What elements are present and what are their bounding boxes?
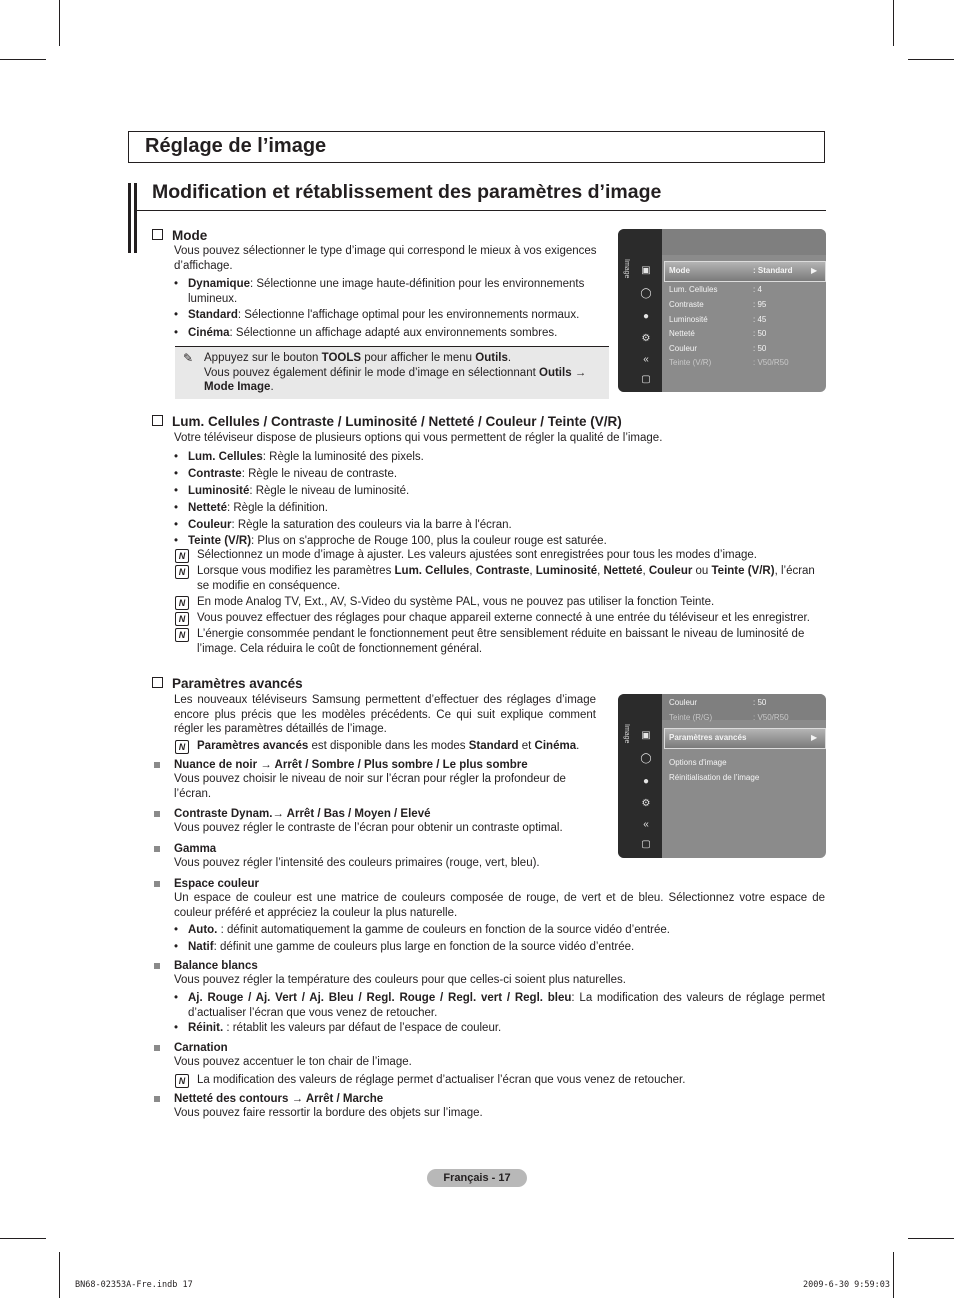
- menu-value: : 50: [753, 344, 767, 353]
- menu-item[interactable]: Contraste: [669, 300, 704, 309]
- note-text: L’énergie consommée pendant le fonctionnement peut être sensiblement réduite en baissant le niveau de luminosité de l’image. Cela réduira le coût de fonctionnement général.: [197, 628, 805, 655]
- note-text: La modification des valeurs de réglage permet d’actualiser l’écran que vous venez de retoucher.: [197, 1074, 686, 1086]
- list-item: • Natif: définit une gamme de couleurs plus large en fonction de la source vidéo d’entrée.: [188, 940, 824, 955]
- note-icon: N: [175, 549, 189, 563]
- checkbox-icon: [152, 677, 163, 688]
- list-item: • Dynamique: Sélectionne une image haute-définition pour les environnements lumineux.: [188, 277, 612, 306]
- mode-intro: Vous pouvez sélectionner le type d’image qui correspond le mieux à vos exigences d’affichage.: [174, 245, 597, 272]
- item-title: Nuance de noir → Arrêt / Sombre / Plus sombre / Le plus sombre: [174, 759, 528, 771]
- item-text: Vous pouvez régler l’intensité des couleurs primaires (rouge, vert, bleu).: [174, 857, 540, 869]
- bullet-square-icon: [154, 811, 160, 817]
- menu-value: : 45: [753, 315, 767, 324]
- menu-topbar: [662, 229, 826, 255]
- item-title: Gamma: [174, 843, 217, 855]
- note-text: Vous pouvez effectuer des réglages pour chaque appareil externe connecté à une entrée du téléviseur et les enregistrer.: [197, 612, 810, 624]
- menu-value: : Standard: [753, 266, 793, 275]
- note-icon: N: [175, 612, 189, 626]
- item-text: Vous pouvez régler la température des couleurs pour que celles-ci soient plus naturelles.: [174, 974, 626, 986]
- menu-item-advanced[interactable]: Paramètres avancés: [669, 733, 747, 742]
- bullet-square-icon: [154, 762, 160, 768]
- note-icon: N: [175, 565, 189, 579]
- picture-icon: ▣: [641, 265, 651, 276]
- crop-mark: [893, 0, 894, 46]
- note-icon: N: [175, 596, 189, 610]
- bullet-square-icon: [154, 1096, 160, 1102]
- menu-item-mode[interactable]: Mode: [669, 266, 690, 275]
- note-text: En mode Analog TV, Ext., AV, S-Video du système PAL, vous ne pouvez pas utiliser la fonction Teinte.: [197, 596, 715, 608]
- lum-intro: Votre téléviseur dispose de plusieurs options qui vous permettent de régler la qualité de l’image.: [174, 432, 663, 444]
- crop-mark: [908, 59, 954, 60]
- tv-menu-screen: [618, 694, 826, 858]
- sound-icon: ◯: [640, 753, 652, 764]
- bullet-square-icon: [154, 846, 160, 852]
- tools-icon: ✎: [183, 351, 194, 365]
- menu-item[interactable]: Netteté: [669, 329, 695, 338]
- support-icon: ▢: [641, 839, 651, 850]
- note-text: Paramètres avancés est disponible dans les modes Standard et Cinéma.: [197, 740, 580, 752]
- mode-heading: Mode: [152, 228, 207, 243]
- bullet-square-icon: [154, 1045, 160, 1051]
- section-title: Modification et rétablissement des paramètres d’image: [152, 181, 662, 203]
- menu-sidebar: [618, 229, 662, 392]
- item-title: Balance blancs: [174, 960, 258, 972]
- menu-value: : 95: [753, 300, 767, 309]
- arrow-right-icon: ▶: [811, 733, 818, 742]
- item-text: Vous pouvez accentuer le ton chair de l’image.: [174, 1056, 412, 1068]
- list-item: • Luminosité: Règle le niveau de luminosité.: [188, 484, 818, 499]
- note-icon: N: [175, 628, 189, 642]
- setup-icon: ⚙: [641, 333, 651, 344]
- menu-item[interactable]: Réinitialisation de l’image: [669, 773, 760, 782]
- file-info: BN68-02353A-Fre.indb 17: [75, 1280, 193, 1290]
- item-title: Carnation: [174, 1042, 228, 1054]
- menu-sidebar: [618, 694, 662, 858]
- checkbox-icon: [152, 415, 163, 426]
- menu-item[interactable]: Lum. Cellules: [669, 285, 718, 294]
- list-item: • Cinéma: Sélectionne un affichage adapté aux environnements sombres.: [188, 326, 612, 341]
- list-item: • Netteté: Règle la définition.: [188, 501, 818, 516]
- tv-menu-screen: [618, 229, 826, 392]
- menu-item[interactable]: Teinte (R/G): [669, 713, 713, 722]
- advanced-intro: Les nouveaux téléviseurs Samsung permettent d’effectuer des réglages d’image encore plus précis que les modèles précédents. Ce qui suit explique comment régler les paramètres détaillés de l’image.: [174, 694, 596, 735]
- subtitle-bar: [128, 183, 131, 253]
- list-item: • Aj. Rouge / Aj. Vert / Aj. Bleu / Regl. Rouge / Regl. vert / Regl. bleu: La modification des valeurs de réglage permet d’actualiser l’écran que vous venez de retoucher.: [188, 991, 825, 1020]
- menu-value: : 4: [753, 285, 762, 294]
- channel-icon: ●: [642, 776, 650, 787]
- list-item: • Lum. Cellules: Règle la luminosité des pixels.: [188, 450, 818, 465]
- page-title-box: [128, 131, 825, 163]
- picture-icon: ▣: [641, 730, 651, 741]
- item-text: Vous pouvez choisir le niveau de noir sur l’écran pour régler la profondeur de l’écran.: [174, 773, 566, 800]
- sound-icon: ◯: [640, 288, 652, 299]
- menu-item[interactable]: Couleur: [669, 698, 698, 707]
- item-text: Un espace de couleur est une matrice de couleurs composée de rouge, de vert et de bleu. Sélectionnez votre espace de couleur préféré et appréciez la couleur la plus naturelle.: [174, 892, 825, 919]
- menu-item[interactable]: Couleur: [669, 344, 698, 353]
- item-text: Vous pouvez régler le contraste de l’écran pour obtenir un contraste optimal.: [174, 822, 563, 834]
- tools-tip: [175, 346, 609, 399]
- list-item: • Auto. : définit automatiquement la gamme de couleurs en fonction de la source vidéo d’entrée.: [188, 923, 824, 938]
- tip-text: Appuyez sur le bouton TOOLS pour afficher le menu Outils. Vous pouvez également définir le mode d’image en sélectionnant Outils → Mode Image.: [204, 352, 587, 393]
- menu-item[interactable]: Luminosité: [669, 315, 708, 324]
- input-icon: «: [643, 354, 649, 365]
- item-title: Contraste Dynam.→ Arrêt / Bas / Moyen / Elevé: [174, 808, 431, 820]
- crop-mark: [893, 1252, 894, 1298]
- menu-category-label: Image: [623, 259, 630, 279]
- menu-item[interactable]: Options d'image: [669, 758, 727, 767]
- bullet-square-icon: [154, 963, 160, 969]
- note-icon: N: [175, 1074, 189, 1088]
- crop-mark: [0, 59, 46, 60]
- note-text: Lorsque vous modifiez les paramètres Lum. Cellules, Contraste, Luminosité, Netteté, Couleur ou Teinte (V/R), l’écran se modifie en conséquence.: [197, 565, 815, 592]
- divider: [137, 210, 826, 211]
- list-item: • Teinte (V/R): Plus on s'approche de Rouge 100, plus la couleur rouge est saturée.: [188, 534, 818, 549]
- note-icon: N: [175, 740, 189, 754]
- crop-mark: [908, 1238, 954, 1239]
- list-item: • Contraste: Règle le niveau de contraste.: [188, 467, 818, 482]
- menu-item[interactable]: Teinte (V/R): [669, 358, 712, 367]
- crop-mark: [59, 0, 60, 46]
- menu-category-label: Image: [623, 724, 630, 744]
- crop-mark: [59, 1252, 60, 1298]
- menu-value: : V50/R50: [753, 713, 789, 722]
- page-number: Français - 17: [427, 1169, 527, 1187]
- list-item: • Réinit. : rétablit les valeurs par défaut de l’espace de couleur.: [188, 1021, 824, 1036]
- input-icon: «: [643, 819, 649, 830]
- list-item: • Standard: Sélectionne l'affichage optimal pour les environnements normaux.: [188, 308, 612, 323]
- list-item: • Couleur: Règle la saturation des couleurs via la barre à l'écran.: [188, 518, 818, 533]
- print-date: 2009-6-30 9:59:03: [803, 1280, 890, 1290]
- crop-mark: [0, 1238, 46, 1239]
- bullet-square-icon: [154, 881, 160, 887]
- item-title: Espace couleur: [174, 878, 260, 890]
- item-title: Netteté des contours → Arrêt / Marche: [174, 1093, 384, 1105]
- advanced-heading: Paramètres avancés: [152, 676, 303, 691]
- checkbox-icon: [152, 229, 163, 240]
- channel-icon: ●: [642, 311, 650, 322]
- support-icon: ▢: [641, 374, 651, 385]
- arrow-right-icon: ▶: [811, 266, 818, 275]
- lum-heading: Lum. Cellules / Contraste / Luminosité / Netteté / Couleur / Teinte (V/R): [152, 414, 622, 429]
- item-text: Vous pouvez faire ressortir la bordure des objets sur l’image.: [174, 1107, 483, 1119]
- subtitle-bar: [134, 183, 137, 253]
- note-text: Sélectionnez un mode d’image à ajuster. Les valeurs ajustées sont enregistrées pour tous les modes d’image.: [197, 549, 757, 561]
- menu-value: : 50: [753, 329, 767, 338]
- menu-value: : 50: [753, 698, 767, 707]
- page-title: Réglage de l’image: [145, 135, 327, 157]
- setup-icon: ⚙: [641, 798, 651, 809]
- menu-value: : V50/R50: [753, 358, 789, 367]
